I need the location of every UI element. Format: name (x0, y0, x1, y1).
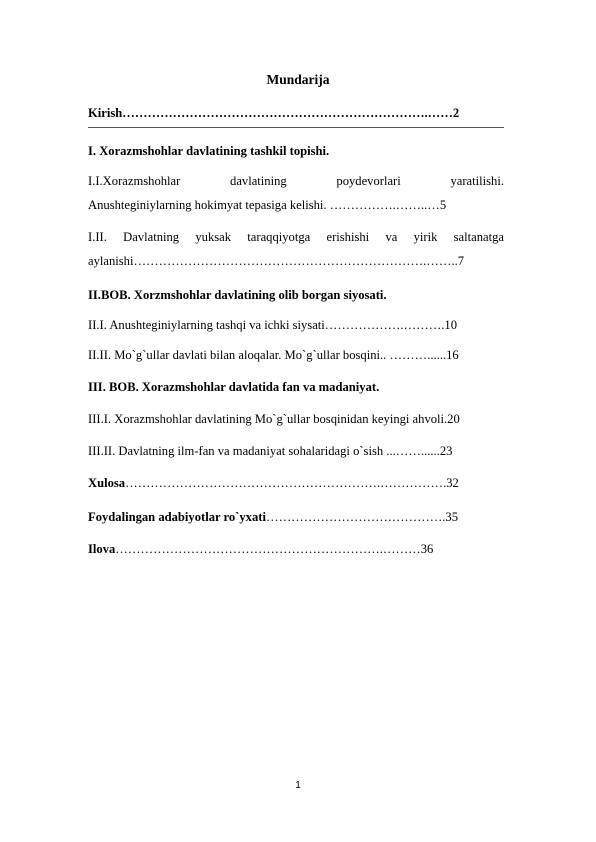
toc-entry-adabiyotlar[interactable] (88, 508, 458, 527)
toc-entry-ilova[interactable] (88, 540, 433, 559)
page-number: 1 (295, 780, 301, 791)
toc-entry-1-1-line2[interactable]: Anushteginiylarning hokimyat tepasiga kelishi. …………….……..…5 (88, 198, 447, 212)
toc-word: yirik (413, 230, 438, 244)
toc-word: saltanatga (453, 230, 504, 244)
toc-chapter-1-heading[interactable]: I. Xorazmshohlar davlatining tashkil topishi. (88, 144, 330, 158)
toc-entry-label: Xulosa (88, 476, 126, 490)
toc-word: I.I.Xorazmshohlar (88, 174, 181, 188)
toc-word: yaratilishi. (450, 174, 504, 188)
toc-entry-1-2-line2[interactable]: aylanishi…………………………………………………………….……..7 (88, 254, 465, 268)
toc-word: davlatining (230, 174, 287, 188)
toc-word: poydevorlari (336, 174, 401, 188)
toc-word: erishishi (326, 230, 370, 244)
toc-word: I.II. (88, 230, 107, 244)
toc-word: taraqqiyotga (247, 230, 311, 244)
toc-entry-label: Foydalingan adabiyotlar ro`yxati (88, 510, 266, 524)
header-divider (88, 127, 504, 128)
toc-entry-leader: ……………………………………………………….………36 (115, 542, 434, 556)
toc-chapter-3-heading[interactable]: III. BOB. Xorazmshohlar davlatida fan va madaniyat. (88, 380, 380, 394)
toc-entry-1-1-line1[interactable] (88, 172, 504, 191)
toc-word: va (385, 230, 398, 244)
toc-entry-leader: …………………………………………………….…………….32 (125, 476, 459, 490)
toc-entry-kirish[interactable]: Kirish……………………………………………………………….……2 (88, 106, 460, 120)
toc-entry-3-1[interactable]: III.I. Xorazmshohlar davlatining Mo`g`ullar bosqinidan keyingi ahvoli.20 (88, 412, 460, 426)
toc-entry-2-1[interactable]: II.I. Anushteginiylarning tashqi va ichki siysati……………….……….10 (88, 318, 458, 332)
toc-word: yuksak (195, 230, 232, 244)
toc-entry-3-2[interactable]: III.II. Davlatning ilm-fan va madaniyat sohalaridagi o`sish ...……......23 (88, 444, 453, 458)
toc-entry-2-2[interactable]: II.II. Mo`g`ullar davlati bilan aloqalar. Mo`g`ullar bosqini.. ………......16 (88, 348, 459, 362)
toc-entry-1-2-line1[interactable] (88, 228, 504, 247)
toc-title: Mundarija (266, 72, 330, 87)
toc-entry-xulosa[interactable] (88, 474, 459, 493)
toc-entry-leader: …………………………………….35 (265, 510, 459, 524)
toc-chapter-2-heading[interactable]: II.BOB. Xorzmshohlar davlatining olib borgan siyosati. (88, 288, 387, 302)
toc-word: Davlatning (123, 230, 180, 244)
toc-entry-label: Ilova (88, 542, 116, 556)
